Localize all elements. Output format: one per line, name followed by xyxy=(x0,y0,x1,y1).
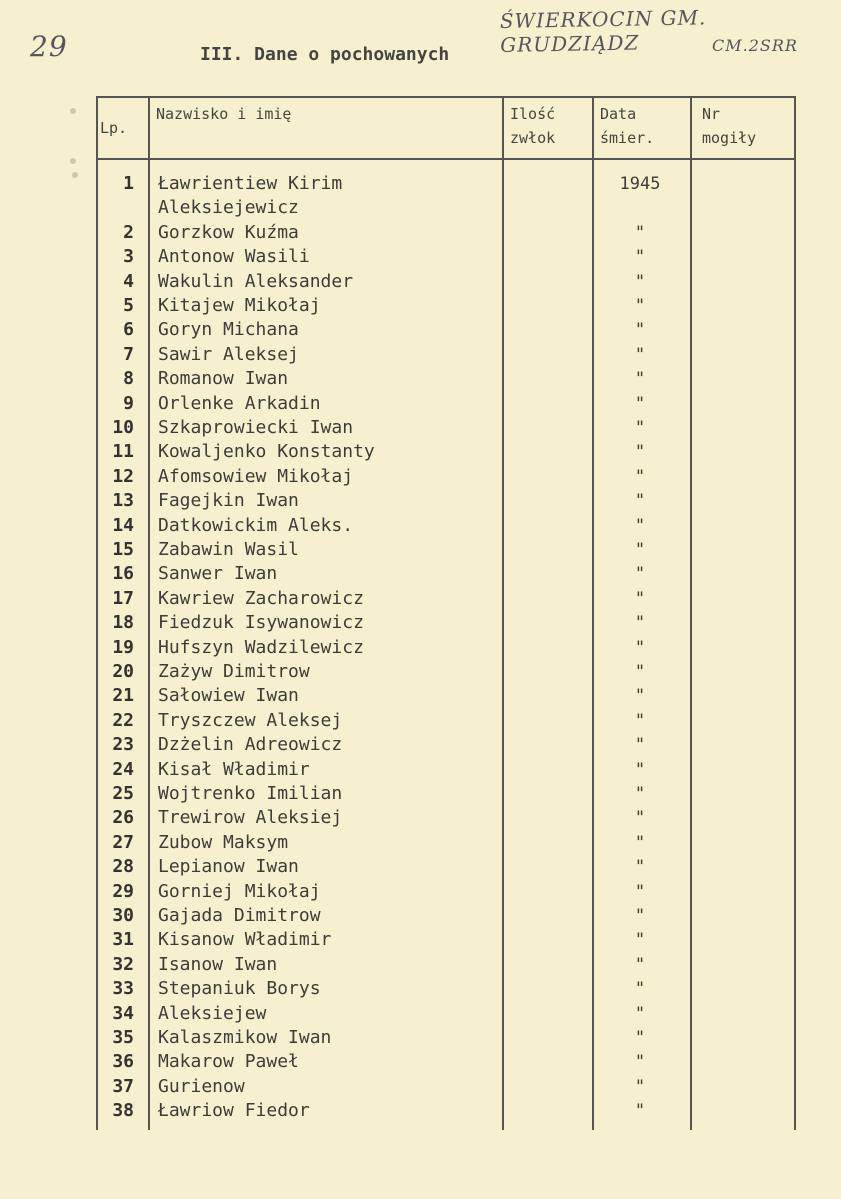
row-date: " xyxy=(634,857,646,878)
row-name: Romanow Iwan xyxy=(158,368,289,390)
row-number: 12 xyxy=(112,465,134,487)
row-date: " xyxy=(634,418,646,438)
row-number: 6 xyxy=(123,319,134,341)
row-date: 1945 xyxy=(619,174,661,194)
row-date: " xyxy=(634,491,646,512)
punch-hole xyxy=(70,158,76,164)
row-name: Tryszczew Aleksej xyxy=(158,709,343,731)
row-number: 10 xyxy=(112,417,134,438)
row-number: 1 xyxy=(123,173,134,194)
row-number: 29 xyxy=(112,880,134,902)
row-name: Aleksiejewicz xyxy=(158,197,299,219)
row-number: 24 xyxy=(112,758,134,780)
table-row xyxy=(96,245,696,269)
row-name: Hufszyn Wadzilewicz xyxy=(158,636,364,658)
row-number: 20 xyxy=(112,661,134,682)
row-name: Kitajew Mikołaj xyxy=(158,295,321,316)
row-number: 2 xyxy=(123,221,134,243)
row-date: " xyxy=(634,588,646,609)
row-name: Fiedzuk Isywanowicz xyxy=(158,612,364,634)
row-number: 22 xyxy=(112,709,134,731)
handwritten-code: CM.2SRR xyxy=(712,36,798,55)
table-row xyxy=(96,489,696,513)
table-row xyxy=(96,904,696,928)
row-date: " xyxy=(634,1076,646,1097)
table-row xyxy=(96,880,696,904)
table-row xyxy=(96,172,696,196)
row-number: 33 xyxy=(112,978,134,1000)
row-date: " xyxy=(634,1052,646,1073)
row-date: " xyxy=(634,369,646,390)
table-row xyxy=(96,611,696,635)
row-name: Zażyw Dimitrow xyxy=(158,661,310,682)
row-number: 25 xyxy=(112,783,134,804)
table-row xyxy=(96,318,696,342)
row-number: 3 xyxy=(123,246,134,268)
row-number: 11 xyxy=(112,441,134,463)
table-row xyxy=(96,806,696,830)
row-date: " xyxy=(634,881,646,902)
row-name: Ławrientiew Kirim xyxy=(158,173,343,194)
section-title: III. Dane o pochowanych xyxy=(200,44,450,65)
row-name: Goryn Michana xyxy=(158,319,299,341)
row-number: 23 xyxy=(112,734,134,756)
row-number: 4 xyxy=(123,270,134,292)
row-number: 21 xyxy=(112,685,134,707)
row-name: Sanwer Iwan xyxy=(158,563,278,585)
table-row xyxy=(96,709,696,733)
header-date-line2: śmier. xyxy=(600,129,655,147)
row-name: Wojtrenko Imilian xyxy=(158,783,343,804)
table-row xyxy=(96,782,696,806)
table-row xyxy=(96,294,696,318)
table-row xyxy=(96,587,696,611)
row-date: " xyxy=(634,564,646,585)
header-grave-line1: Nr xyxy=(702,105,721,123)
table-row xyxy=(96,416,696,440)
row-name: Ławriow Fiedor xyxy=(158,1100,310,1122)
row-name: Datkowickim Aleks. xyxy=(158,514,354,536)
header-count-line2: zwłok xyxy=(510,129,556,147)
row-name: Orlenke Arkadin xyxy=(158,392,321,414)
row-number: 31 xyxy=(112,929,134,951)
row-number: 16 xyxy=(112,563,134,585)
row-number: 7 xyxy=(123,343,134,365)
row-name: Gajada Dimitrow xyxy=(158,905,321,926)
row-date: " xyxy=(634,832,646,853)
table-row xyxy=(96,977,696,1001)
row-number: 38 xyxy=(112,1100,134,1122)
row-date: " xyxy=(634,271,646,292)
header-grave-line2: mogiły xyxy=(702,129,757,147)
row-number: 37 xyxy=(112,1075,134,1097)
row-name: Kalaszmikow Iwan xyxy=(158,1027,332,1048)
row-date: " xyxy=(634,662,646,682)
row-date: " xyxy=(634,540,646,560)
table-row xyxy=(96,221,696,245)
table-row xyxy=(96,758,696,782)
table-row xyxy=(96,514,696,538)
row-name: Kowaljenko Konstanty xyxy=(158,441,375,463)
table-row xyxy=(96,270,696,294)
row-name: Gurienow xyxy=(158,1075,245,1097)
row-date: " xyxy=(634,759,646,780)
header-name: Nazwisko i imię xyxy=(156,105,292,123)
row-name: Makarow Paweł xyxy=(158,1051,299,1073)
row-name: Isanow Iwan xyxy=(158,953,278,975)
table-row xyxy=(96,1002,696,1026)
table-row xyxy=(96,343,696,367)
row-date: " xyxy=(634,784,646,804)
row-date: " xyxy=(634,906,646,926)
table-right-border xyxy=(794,96,796,1130)
row-name: Gorzkow Kuźma xyxy=(158,221,299,243)
row-number: 19 xyxy=(112,636,134,658)
punch-hole xyxy=(72,172,78,178)
row-name: Afomsowiew Mikołaj xyxy=(158,465,354,487)
table-row xyxy=(96,440,696,464)
handwritten-page-number: 29 xyxy=(30,30,68,63)
handwritten-location: ŚWIERKOCIN GM. GRUDZIĄDZ xyxy=(499,5,707,57)
row-name: Gorniej Mikołaj xyxy=(158,880,321,902)
table-row xyxy=(96,831,696,855)
row-number: 28 xyxy=(112,856,134,878)
header-lp: Lp. xyxy=(100,119,128,137)
row-date: " xyxy=(634,735,646,756)
row-number: 5 xyxy=(123,295,134,316)
table-row xyxy=(96,733,696,757)
header-date-line1: Data xyxy=(600,105,637,123)
row-date: " xyxy=(634,808,646,829)
header-count-line1: Ilość xyxy=(510,105,556,123)
row-number: 36 xyxy=(112,1051,134,1073)
row-date: " xyxy=(634,393,646,414)
row-name: Szkaprowiecki Iwan xyxy=(158,417,354,438)
row-number: 32 xyxy=(112,953,134,975)
row-name: Trewirow Aleksiej xyxy=(158,807,343,829)
row-number: 8 xyxy=(123,368,134,390)
table-row xyxy=(96,465,696,489)
table-row xyxy=(96,538,696,562)
table-row xyxy=(96,660,696,684)
row-date: " xyxy=(634,344,646,365)
row-name: Wakulin Aleksander xyxy=(158,270,354,292)
table-row xyxy=(96,196,696,220)
burials-table xyxy=(96,96,796,1130)
row-name: Lepianow Iwan xyxy=(158,856,299,878)
row-number: 35 xyxy=(112,1027,134,1048)
table-row xyxy=(96,1099,696,1123)
row-date: " xyxy=(634,247,646,268)
table-row xyxy=(96,928,696,952)
table-row xyxy=(96,953,696,977)
row-date: " xyxy=(634,515,646,536)
row-date: " xyxy=(634,222,646,243)
punch-hole xyxy=(70,108,76,114)
row-number: 17 xyxy=(112,587,134,609)
row-date: " xyxy=(634,686,646,707)
row-name: Antonow Wasili xyxy=(158,246,310,268)
row-name: Sałowiew Iwan xyxy=(158,685,299,707)
row-name: Zabawin Wasil xyxy=(158,539,299,560)
table-row xyxy=(96,1075,696,1099)
row-number: 15 xyxy=(112,539,134,560)
row-number: 18 xyxy=(112,612,134,634)
row-date: " xyxy=(634,710,646,731)
row-name: Aleksiejew xyxy=(158,1002,267,1024)
row-name: Kisał Władimir xyxy=(158,758,310,780)
row-date: " xyxy=(634,613,646,634)
row-date: " xyxy=(634,979,646,1000)
row-date: " xyxy=(634,1003,646,1024)
row-name: Fagejkin Iwan xyxy=(158,490,299,512)
row-number: 26 xyxy=(112,807,134,829)
row-date: " xyxy=(634,954,646,975)
table-row xyxy=(96,684,696,708)
row-date: " xyxy=(634,320,646,341)
table-row xyxy=(96,1050,696,1074)
row-number: 14 xyxy=(112,514,134,536)
row-number: 9 xyxy=(123,392,134,414)
row-name: Zubow Maksym xyxy=(158,831,289,853)
row-name: Kawriew Zacharowicz xyxy=(158,587,364,609)
row-number: 13 xyxy=(112,490,134,512)
table-row xyxy=(96,636,696,660)
row-name: Dzżelin Adreowicz xyxy=(158,734,343,756)
row-date: " xyxy=(634,296,646,316)
row-name: Kisanow Władimir xyxy=(158,929,332,951)
row-number: 34 xyxy=(112,1002,134,1024)
row-date: " xyxy=(634,637,646,658)
row-date: " xyxy=(634,1028,646,1048)
table-row xyxy=(96,855,696,879)
row-date: " xyxy=(634,1101,646,1122)
table-row xyxy=(96,1026,696,1050)
row-number: 30 xyxy=(112,905,134,926)
row-name: Stepaniuk Borys xyxy=(158,978,321,1000)
table-row xyxy=(96,392,696,416)
row-number: 27 xyxy=(112,831,134,853)
table-row xyxy=(96,562,696,586)
row-name: Sawir Aleksej xyxy=(158,343,299,365)
row-date: " xyxy=(634,930,646,951)
table-row xyxy=(96,367,696,391)
row-date: " xyxy=(634,442,646,463)
row-date: " xyxy=(634,466,646,487)
